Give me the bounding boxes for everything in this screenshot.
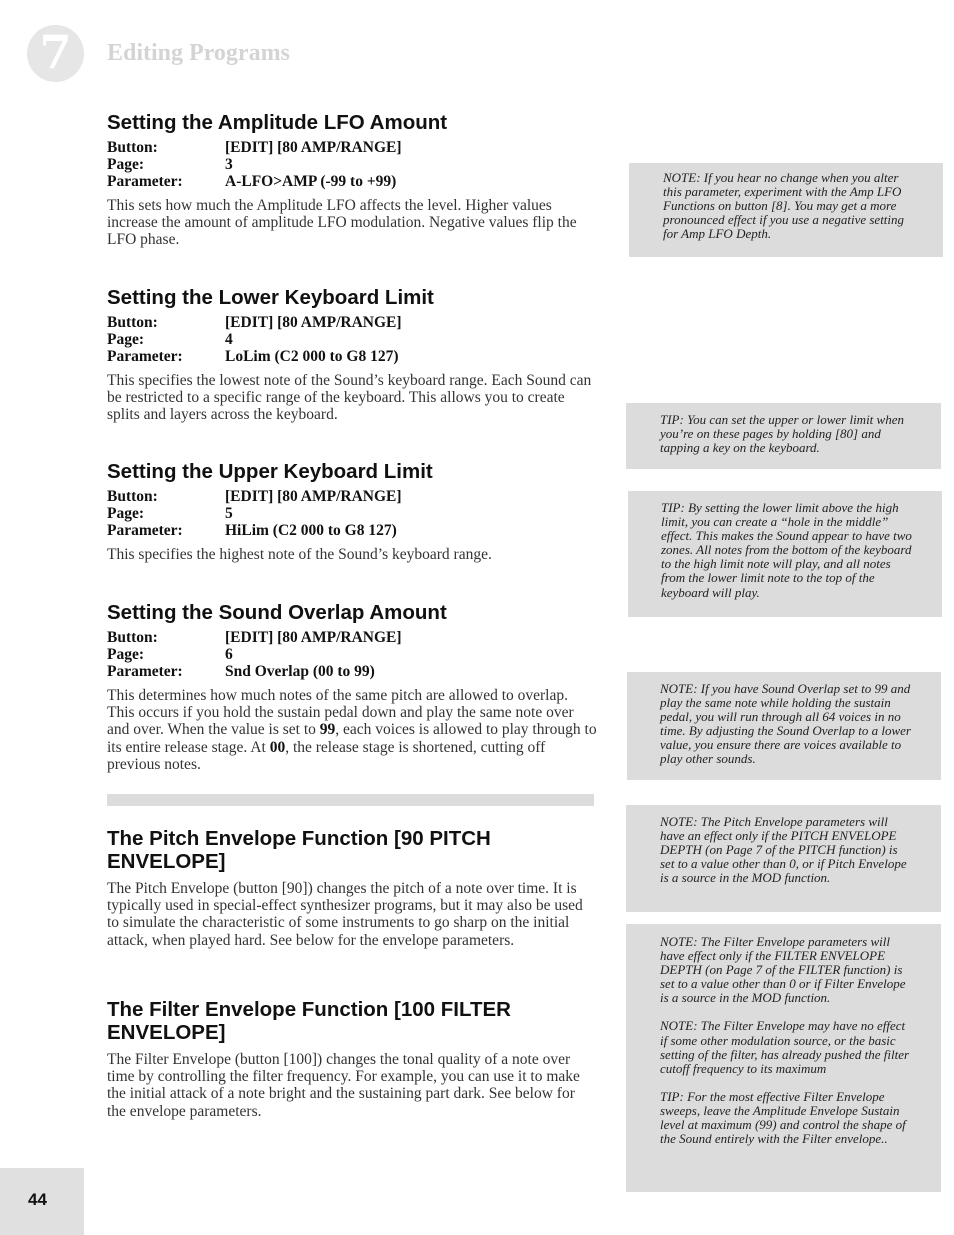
body-text: , the release stage is shortened, cutting off previous notes.: [107, 738, 546, 773]
param-label: Parameter:: [107, 522, 183, 539]
body-text: , each voices is allowed to play through to its entire release stage. At: [107, 721, 597, 756]
sidebar-tip-text: TIP: For the most effective Filter Envelope sweeps, leave the Amplitude Envelope Sustain level at maximum (99) and control the shape of the Sound entirely with the Filter envelope..: [660, 1088, 906, 1147]
section-body: [107, 687, 597, 773]
section-heading: Setting the Sound Overlap Amount: [107, 601, 447, 624]
section-body: The Pitch Envelope (button [90]) changes the pitch of a note over time. It is typically used in special-effect synthesizer programs, but it may also be used to simulate the characteristic of some instruments to go sharp on the initial attack, when played hard. See below for the envelope parameters.: [107, 880, 583, 949]
section-heading: The Filter Envelope Function [100 FILTER ENVELOPE]: [107, 998, 511, 1044]
section-divider-bar: [107, 794, 594, 806]
parameter-block: [107, 314, 597, 365]
parameter-block: [107, 629, 597, 680]
sidebar-note-group: [626, 924, 941, 1192]
sidebar-note: [626, 805, 941, 912]
parameter-block: [107, 139, 597, 190]
param-label: Button:: [107, 629, 158, 646]
section-sound-overlap: [107, 601, 597, 773]
section-pitch-envelope: [107, 827, 597, 949]
param-value: Snd Overlap (00 to 99): [225, 663, 375, 680]
param-value: HiLim (C2 000 to G8 127): [225, 522, 397, 539]
section-upper-keyboard-limit: [107, 460, 597, 563]
body-bold-value: 99: [319, 721, 336, 739]
section-heading: Setting the Amplitude LFO Amount: [107, 111, 448, 134]
param-value: LoLim (C2 000 to G8 127): [225, 348, 399, 365]
param-label: Button:: [107, 314, 158, 331]
page-number: 44: [28, 1190, 47, 1209]
param-value: 6: [225, 646, 233, 663]
sidebar-note-text: NOTE: If you hear no change when you alter this parameter, experiment with the Amp LFO Functions on button [8]. You may get a more pronounced effect if you use a negative setting for Amp LFO Depth.: [663, 170, 905, 242]
section-body: This specifies the lowest note of the Sound’s keyboard range. Each Sound can be restricted to a specific range of the keyboard. This allows you to create splits and layers across the keyboard.: [107, 372, 592, 424]
section-heading: Setting the Upper Keyboard Limit: [107, 460, 433, 483]
param-label: Page:: [107, 505, 145, 522]
chapter-number: 7: [39, 25, 72, 79]
param-label: Button:: [107, 488, 158, 505]
param-label: Parameter:: [107, 663, 183, 680]
param-value: [EDIT] [80 AMP/RANGE]: [225, 488, 402, 505]
section-body: This specifies the highest note of the Sound’s keyboard range.: [107, 546, 492, 563]
section-amplitude-lfo: [107, 111, 597, 249]
sidebar-note-text: NOTE: The Filter Envelope may have no effect if some other modulation source, or the basic setting of the filter, has already pushed the filter cutoff frequency to its maximum: [660, 1018, 910, 1076]
section-filter-envelope: [107, 998, 597, 1120]
param-label: Page:: [107, 331, 145, 348]
param-value: [EDIT] [80 AMP/RANGE]: [225, 314, 402, 331]
param-label: Button:: [107, 139, 158, 156]
param-value: 3: [225, 156, 233, 173]
section-heading: Setting the Lower Keyboard Limit: [107, 286, 434, 309]
param-label: Page:: [107, 646, 145, 663]
parameter-block: [107, 488, 597, 539]
param-value: [EDIT] [80 AMP/RANGE]: [225, 629, 402, 646]
body-bold-value: 00: [269, 738, 286, 756]
param-value: 4: [225, 331, 233, 348]
param-value: 5: [225, 505, 233, 522]
param-label: Parameter:: [107, 173, 183, 190]
sidebar-tip: [628, 491, 942, 617]
section-body: The Filter Envelope (button [100]) changes the tonal quality of a note over time by controlling the filter frequency. For example, you can use it to make the initial attack of a note bright and the sustaining part dark. See below for the envelope parameters.: [107, 1051, 580, 1120]
sidebar-note: [629, 163, 943, 257]
param-value: [EDIT] [80 AMP/RANGE]: [225, 139, 402, 156]
sidebar-note-text: NOTE: If you have Sound Overlap set to 99 and play the same note while holding the sustain pedal, you will run through all 64 voices in no time. By adjusting the Sound Overlap to a lower value, you ensure there are voices available to play other sounds.: [660, 681, 911, 767]
param-label: Parameter:: [107, 348, 183, 365]
param-label: Page:: [107, 156, 145, 173]
sidebar-tip-text: TIP: You can set the upper or lower limit when you’re on these pages by holding [80] and tapping a key on the keyboard.: [660, 412, 904, 456]
param-value: A-LFO>AMP (-99 to +99): [225, 173, 397, 190]
section-body: This sets how much the Amplitude LFO affects the level. Higher values increase the amount of amplitude LFO modulation. Negative values flip the LFO phase.: [107, 197, 577, 249]
sidebar-note: [627, 672, 941, 780]
sidebar-note-text: NOTE: The Pitch Envelope parameters will have an effect only if the PITCH ENVELOPE DEPTH (on Page 7 of the PITCH function) is set to a value other than 0, or if Pitch Envelope is a source in the MOD function.: [660, 814, 907, 886]
sidebar-note-text: NOTE: The Filter Envelope parameters will have effect only if the FILTER ENVELOPE DEPTH (on Page 7 of the FILTER function) is set to a value other than 0 or if Filter Envelope is a source in the MOD function.: [660, 934, 906, 1006]
section-heading: The Pitch Envelope Function [90 PITCH ENVELOPE]: [107, 827, 491, 873]
sidebar-tip: [626, 403, 941, 469]
chapter-title: Editing Programs: [107, 40, 290, 66]
sidebar-tip-text: TIP: By setting the lower limit above the high limit, you can create a “hole in the middle” effect. This makes the Sound appear to have two zones. All notes from the bottom of the keyboard to the high limit note will play, and all notes from the lower limit note to the top of the keyboard will play.: [661, 500, 912, 600]
section-lower-keyboard-limit: [107, 286, 597, 424]
body-text: This determines how much notes of the same pitch are allowed to overlap. This occurs if you hold the sustain pedal down and play the same note over and over. When the value is set to: [107, 687, 574, 739]
